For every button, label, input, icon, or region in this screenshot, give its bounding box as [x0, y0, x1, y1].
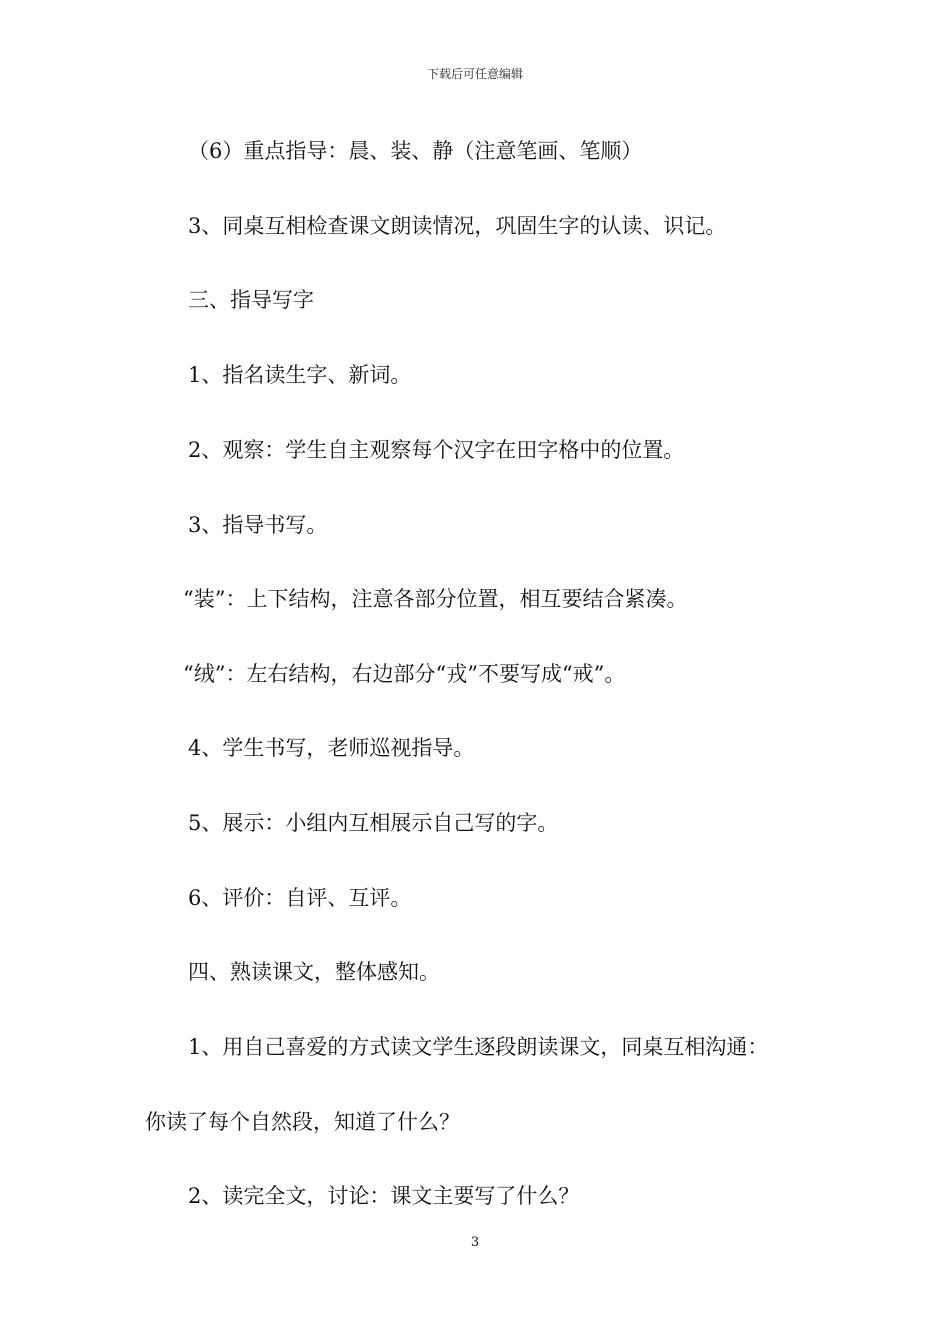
- paragraph-line-continuation: 你读了每个自然段，知道了什么？: [145, 1110, 460, 1134]
- section-heading: 四、熟读课文，整体感知。: [188, 960, 440, 984]
- paragraph-line: “绒”：左右结构，右边部分“戎”不要写成“戒”。: [183, 662, 626, 686]
- paragraph-line: 1、用自己喜爱的方式读文学生逐段朗读课文，同桌互相沟通：: [188, 1035, 769, 1059]
- paragraph-line: （6）重点指导：晨、装、静（注意笔画、笔顺）: [188, 139, 643, 163]
- paragraph-line: 3、指导书写。: [188, 513, 328, 537]
- paragraph-line: 5、展示：小组内互相展示自己写的字。: [188, 811, 559, 835]
- paragraph-line: “装”：上下结构，注意各部分位置，相互要结合紧凑。: [183, 587, 688, 611]
- paragraph-line: 3、同桌互相检查课文朗读情况，巩固生字的认读、识记。: [188, 214, 727, 238]
- page-header: 下载后可任意编辑: [426, 67, 523, 81]
- paragraph-line: 6、评价：自评、互评。: [188, 886, 412, 910]
- paragraph-line: 2、观察：学生自主观察每个汉字在田字格中的位置。: [188, 438, 685, 462]
- paragraph-line: 2、读完全文，讨论：课文主要写了什么？: [188, 1184, 580, 1208]
- paragraph-line: 4、学生书写，老师巡视指导。: [188, 736, 475, 760]
- paragraph-line: 1、指名读生字、新词。: [188, 363, 412, 387]
- section-heading: 三、指导写字: [188, 288, 314, 312]
- page-number: 3: [470, 1235, 480, 1250]
